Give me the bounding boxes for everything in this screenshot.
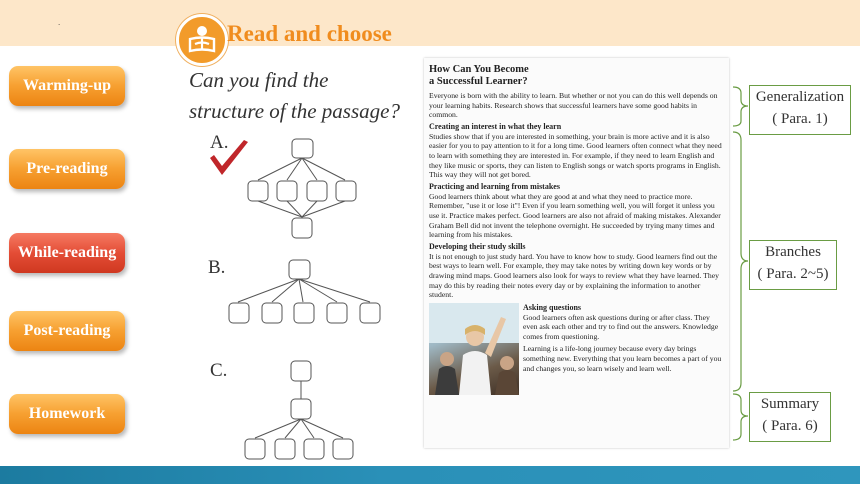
option-c-label[interactable]: C. — [210, 360, 228, 381]
summary-para: ( Para. 6) — [762, 418, 818, 434]
passage-title-1: How Can You Become — [429, 64, 529, 75]
generalization-label — [749, 85, 851, 135]
passage-paragraph-5: Good learners often ask questions during or after class. They even ask each other and try to find out the answers. Knowledge comes from questioning. — [523, 312, 719, 341]
nav-post-reading-button[interactable]: Post-reading — [9, 311, 125, 351]
passage-heading-3: Developing their study skills — [429, 241, 526, 251]
header-dot: . — [58, 18, 61, 27]
generalization-title: Generalization — [755, 89, 845, 105]
diagram-c — [245, 361, 353, 459]
passage-paragraph-3: Good learners think about what they are good at and what they need to practice more. Remember, "use it or lose it"! Even if you learn something well, you will forget it unless you use it. Practice makes perfect. Good learners are also not afraid of making mistakes. Alexander Graham Bell did not invent the telephone overnight. He succeeded by trying many times and learning from his mistakes. — [429, 191, 721, 240]
passage-paragraph-4: It is not enough to just study hard. You have to know how to study. Good learners find out the best ways to learn well. For example, they may take notes by writing down key words or by drawing mind maps. Good learners also look for ways to review what they have learned. They may do this by reading their notes every day or by explaining the information to another student. — [429, 251, 719, 300]
passage-paragraph-2: Studies show that if you are interested in something, your brain is more active and it is also easier for you to pay attention to it for a long time. Good learners often connect what they need to learn with something they are interested in. For example, if they need to learn English and they like music or sports, they can listen to English songs or watch sports programs in English. This way they will not get bored. — [429, 131, 722, 180]
passage-heading-2: Practicing and learning from mistakes — [429, 181, 560, 191]
checkmark-icon — [210, 140, 248, 175]
summary-label — [749, 392, 831, 442]
diagram-b — [229, 260, 380, 323]
passage-paragraph-6: Learning is a life-long journey because every day brings something new. Everything that you learn becomes a part of you and changes you, so learn wisely and learn well. — [523, 344, 722, 373]
bracket-summary — [733, 394, 748, 440]
option-b-label[interactable]: B. — [208, 257, 226, 278]
nav-pre-reading-button[interactable]: Pre-reading — [9, 149, 125, 189]
passage-title-2: a Successful Learner? — [429, 76, 528, 87]
generalization-para: ( Para. 1) — [772, 111, 828, 127]
passage-heading-4: Asking questions — [523, 302, 582, 312]
question-line-1: Can you find the — [189, 68, 329, 92]
option-a-label[interactable]: A. — [210, 132, 229, 153]
summary-title: Summary — [760, 396, 820, 412]
diagram-a — [248, 139, 356, 238]
question-line-2: structure of the passage? — [189, 99, 400, 123]
footer-band — [0, 466, 860, 484]
nav-while-reading-button[interactable]: While-reading — [9, 233, 125, 273]
passage-heading-1: Creating an interest in what they learn — [429, 121, 562, 131]
bracket-branches — [733, 132, 748, 391]
nav-homework-button[interactable]: Homework — [9, 394, 125, 434]
branches-label — [749, 240, 837, 290]
passage-intro: Everyone is born with the ability to learn. But whether or not you can do this well depends on your learning habits. Research shows that successful learners have some good habits in common. — [429, 91, 718, 120]
nav-warming-up-button[interactable]: Warming-up — [9, 66, 125, 106]
reading-passage — [424, 58, 729, 448]
bracket-generalization — [733, 87, 748, 126]
branches-para: ( Para. 2~5) — [757, 266, 829, 282]
branches-title: Branches — [765, 244, 821, 260]
page-title: Read and choose — [227, 21, 392, 46]
classroom-photo — [429, 303, 519, 395]
